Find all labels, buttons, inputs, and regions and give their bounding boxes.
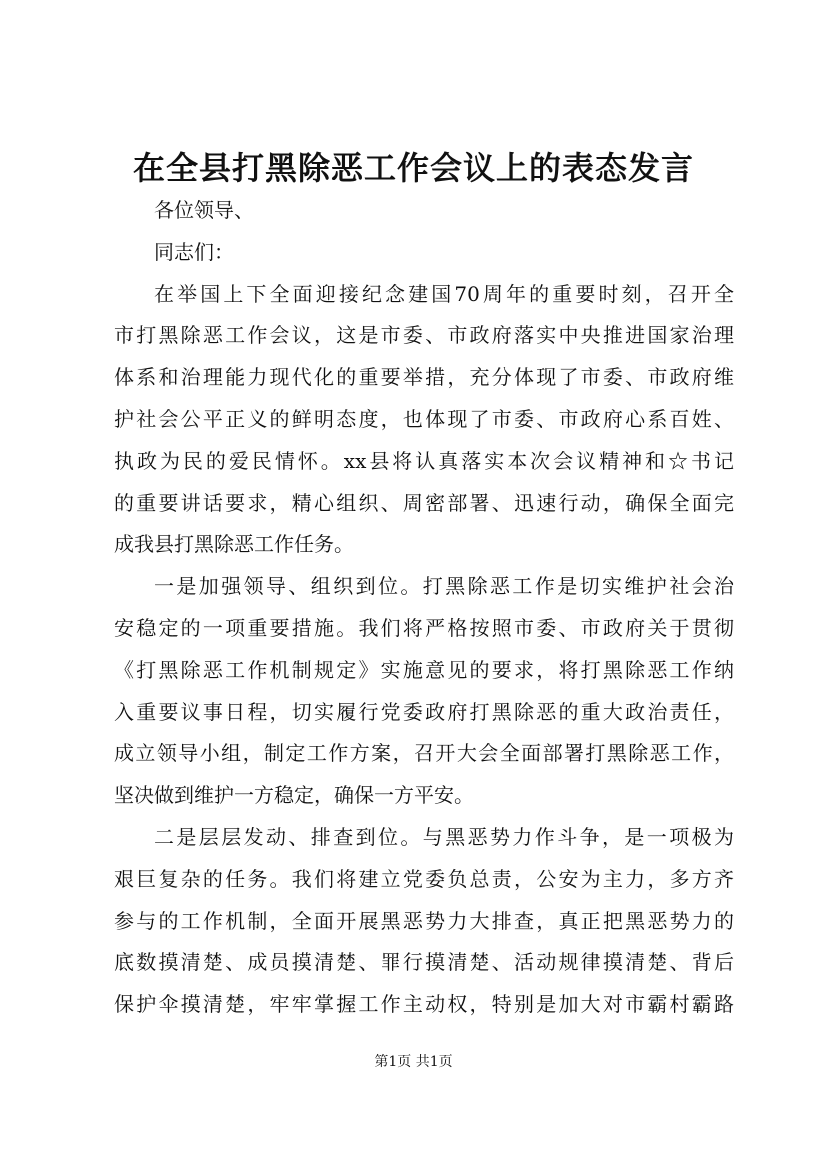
body-line: 安稳定的一项重要措施。我们将严格按照市委、市政府关于贯彻 [114, 615, 734, 640]
body-line: 同志们： [154, 239, 234, 264]
body-line: 二是层层发动、排查到位。与黑恶势力作斗争，是一项极为 [154, 824, 734, 849]
body-line: 《打黑除恶工作机制规定》实施意见的要求，将打黑除恶工作纳 [114, 657, 734, 682]
document-title: 在全县打黑除恶工作会议上的表态发言 [132, 149, 694, 187]
body-line: 底数摸清楚、成员摸清楚、罪行摸清楚、活动规律摸清楚、背后 [114, 950, 734, 975]
body-line: 的重要讲话要求，精心组织、周密部署、迅速行动，确保全面完 [114, 490, 734, 515]
body-line: 体系和治理能力现代化的重要举措，充分体现了市委、市政府维 [114, 365, 734, 390]
body-line: 执政为民的爱民情怀。xx县将认真落实本次会议精神和☆书记 [114, 448, 734, 473]
body-line: 坚决做到维护一方稳定，确保一方平安。 [114, 783, 474, 808]
body-line: 入重要议事日程，切实履行党委政府打黑除恶的重大政治责任， [114, 699, 734, 724]
body-line: 成我县打黑除恶工作任务。 [114, 532, 354, 557]
document-body [114, 190, 734, 1026]
body-line: 一是加强领导、组织到位。打黑除恶工作是切实维护社会治 [154, 574, 734, 599]
body-line: 在举国上下全面迎接纪念建国70周年的重要时刻，召开全 [154, 281, 734, 306]
body-line: 参与的工作机制，全面开展黑恶势力大排查，真正把黑恶势力的 [114, 908, 734, 933]
body-line: 保护伞摸清楚，牢牢掌握工作主动权，特别是加大对市霸村霸路 [114, 992, 734, 1017]
body-line: 市打黑除恶工作会议，这是市委、市政府落实中央推进国家治理 [114, 323, 734, 348]
body-line: 各位领导、 [154, 198, 254, 222]
page-footer: 第1页 共1页 [374, 1054, 453, 1070]
body-line: 艰巨复杂的任务。我们将建立党委负总责，公安为主力，多方齐 [114, 866, 734, 891]
body-line: 护社会公平正义的鲜明态度，也体现了市委、市政府心系百姓、 [114, 406, 734, 431]
body-line: 成立领导小组，制定工作方案，召开大会全面部署打黑除恶工作， [114, 741, 734, 766]
